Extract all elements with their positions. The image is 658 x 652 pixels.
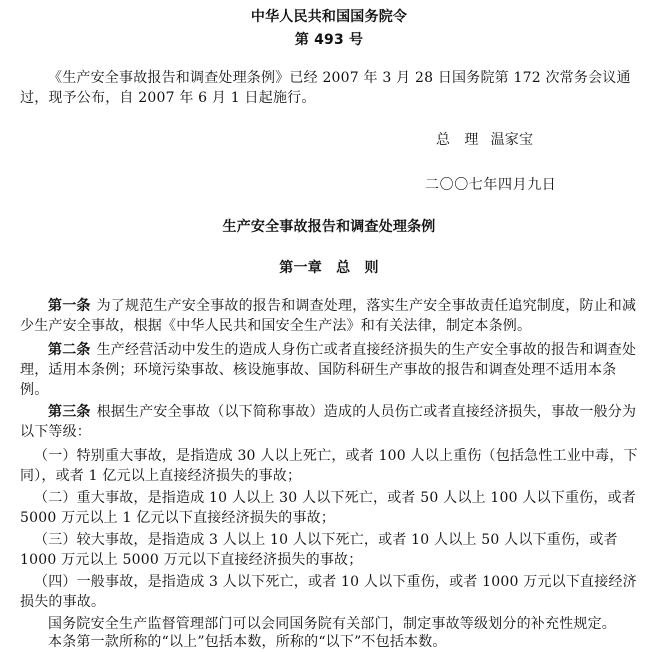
article-3-paragraph-3: 本条第一款所称的“以上”包括本数，所称的“以下”不包括本数。	[48, 634, 447, 650]
decree-number: 第 493 号	[294, 32, 364, 48]
article-3-item-1: （一）特别重大事故，是指造成 30 人以上死亡，或者 100 人以上重伤（包括急性工业中毒，下同），或者 1 亿元以上直接经济损失的事故；	[20, 448, 638, 484]
article-2-label: 第二条	[48, 342, 91, 358]
article-3-paragraph-2: 国务院安全生产监督管理部门可以会同国务院有关部门，制定事故等级划分的补充性规定。	[48, 616, 616, 632]
article-3-item-4: （四）一般事故，是指造成 3 人以下死亡，或者 10 人以下重伤，或者 1000 万元以下直接经济损失的事故。	[20, 574, 637, 610]
regulation-title: 生产安全事故报告和调查处理条例	[222, 219, 436, 235]
decree-title: 中华人民共和国国务院令	[250, 9, 408, 25]
article-3-item-3: （三）较大事故，是指造成 3 人以上 10 人以下死亡，或者 10 人以上 50 人以下重伤，或者 1000 万元以上 5000 万元以下直接经济损失的事故；	[20, 532, 618, 568]
chapter-title: 第一章 总 则	[279, 260, 379, 276]
article-3-label: 第三条	[48, 404, 91, 420]
decree-intro: 《生产安全事故报告和调查处理条例》已经 2007 年 3 月 28 日国务院第 172 次常务会议通过，现予公布，自 2007 年 6 月 1 日起施行。	[20, 70, 631, 106]
signature-name: 温家宝	[490, 132, 534, 148]
article-1	[20, 296, 638, 336]
article-3-item-2: （二）重大事故，是指造成 10 人以上 30 人以下死亡，或者 50 人以上 100 人以下重伤，或者 5000 万元以上 1 亿元以下直接经济损失的事故；	[20, 490, 636, 526]
article-3-text: 根据生产安全事故（以下简称事故）造成的人员伤亡或者直接经济损失，事故一般分为以下等级：	[20, 404, 637, 440]
article-2	[20, 340, 638, 400]
article-2-text: 生产经营活动中发生的造成人身伤亡或者直接经济损失的生产安全事故的报告和调查处理，适用本条例；环境污染事故、核设施事故、国防科研生产事故的报告和调查处理不适用本条例。	[20, 342, 637, 398]
article-3	[20, 402, 638, 442]
signature-role: 总 理	[436, 132, 479, 148]
decree-date: 二〇〇七年四月九日	[425, 177, 557, 193]
signature-line	[436, 131, 646, 149]
article-1-text: 为了规范生产安全事故的报告和调查处理，落实生产安全事故责任追究制度，防止和减少生产安全事故，根据《中华人民共和国安全生产法》和有关法律，制定本条例。	[20, 298, 637, 334]
article-1-label: 第一条	[48, 298, 91, 314]
